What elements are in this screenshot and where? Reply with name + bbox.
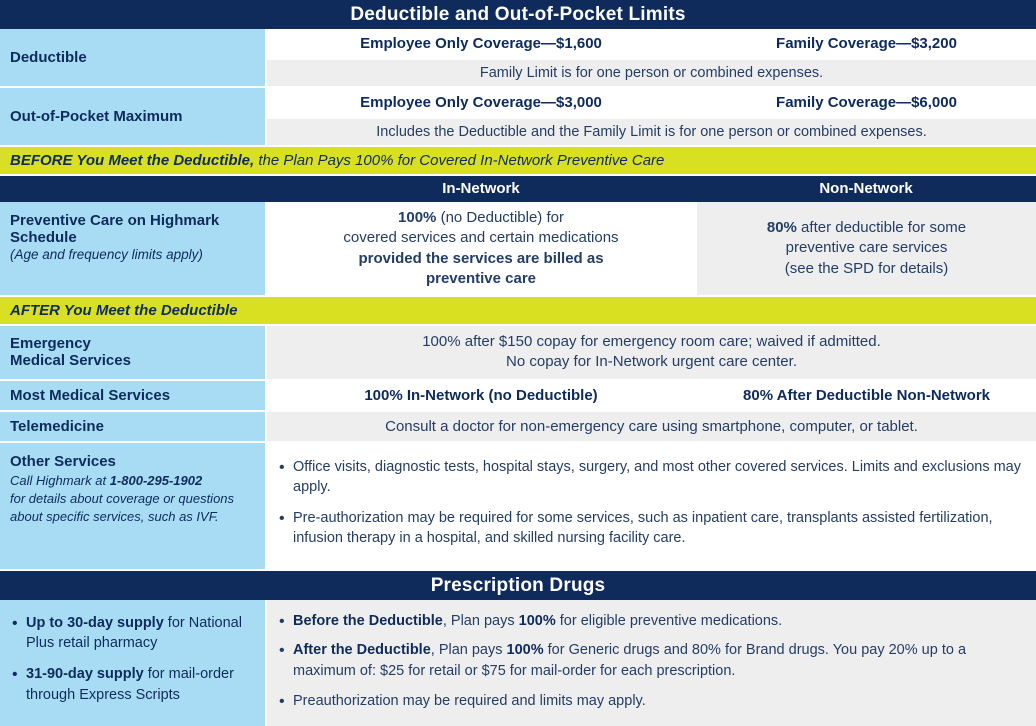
preventive-in-network-l4: preventive care	[425, 269, 537, 287]
other-services-label	[0, 442, 266, 570]
preventive-in-network-l1: (no Deductible) for	[436, 209, 564, 226]
page-title: Deductible and Out-of-Pocket Limits	[0, 0, 1036, 29]
other-services-row	[0, 442, 1036, 570]
deductible-label: Deductible	[0, 29, 266, 87]
emergency-label	[0, 325, 266, 380]
emergency-label-l1: Emergency	[10, 335, 91, 353]
preventive-care-label	[0, 202, 266, 296]
callout-pre: Call Highmark at	[10, 472, 110, 488]
before-deductible-bar	[0, 146, 1036, 175]
prescription-left-bullets	[0, 613, 259, 705]
rx-left-bold-1: 31-90-day supply	[26, 665, 144, 682]
preventive-in-network-pct: 100%	[398, 209, 437, 226]
telemedicine-label: Telemedicine	[0, 411, 266, 442]
emergency-value	[266, 325, 1036, 380]
prescription-content-row	[0, 600, 1036, 726]
oop-family-value: Family Coverage—$6,000	[696, 87, 1036, 118]
list-item: • Office visits, diagnostic tests, hospital stays, surgery, and most other covered services. Limits and exclusions may apply.	[293, 457, 1026, 498]
rx-left-rest-0: for National Plus retail pharmacy	[26, 614, 242, 652]
preventive-non-network-value	[696, 202, 1036, 296]
rx-right-rest-1: for Generic drugs and 80% for Brand drugs. You pay 20% up to a maximum of: $25 for retail or $75 for mail-order for each prescription.	[293, 642, 967, 679]
oop-row	[0, 87, 1036, 118]
preventive-care-row	[0, 202, 1036, 296]
rx-right-bold-0: Before the Deductible	[293, 612, 443, 629]
most-medical-label: Most Medical Services	[0, 380, 266, 411]
rx-right-bold2-1: 100%	[506, 642, 544, 659]
rx-left-bold-0: Up to 30-day supply	[26, 614, 164, 631]
preventive-in-network-l3: provided the services are billed as	[358, 249, 604, 267]
list-item	[293, 640, 1022, 681]
prescription-title: Prescription Drugs	[0, 570, 1036, 600]
rx-right-rest-0: for eligible preventive medications.	[555, 612, 783, 629]
preventive-non-network-l2: preventive care services	[785, 239, 948, 257]
list-item	[293, 611, 1022, 632]
other-services-content	[266, 442, 1036, 570]
deductible-employee-value: Employee Only Coverage—$1,600	[266, 29, 696, 59]
deductible-family-value: Family Coverage—$3,200	[696, 29, 1036, 59]
prescription-details-list	[266, 600, 1036, 726]
rx-right-bold2-0: 100%	[518, 612, 556, 629]
preventive-non-network-l3: (see the SPD for details)	[784, 259, 949, 277]
prescription-supply-list	[0, 600, 266, 726]
preventive-care-sublabel: (Age and frequency limits apply)	[10, 247, 203, 262]
callout-post: for details about coverage or questions about specific services, such as IVF.	[10, 490, 235, 524]
preventive-in-network-l2: covered services and certain medications	[343, 229, 619, 247]
column-header-in-network: In-Network	[266, 175, 696, 202]
deductible-note: Family Limit is for one person or combined expenses.	[266, 59, 1036, 87]
emergency-label-l2: Medical Services	[10, 352, 131, 370]
rx-right-bold-1: After the Deductible	[293, 642, 431, 659]
network-columns-row	[0, 175, 1036, 202]
oop-label: Out-of-Pocket Maximum	[0, 87, 266, 146]
deductible-row	[0, 29, 1036, 59]
prescription-title-row	[0, 570, 1036, 600]
telemedicine-row	[0, 411, 1036, 442]
before-bar-rest: the Plan Pays 100% for Covered In-Network Preventive Care	[254, 152, 665, 169]
oop-note: Includes the Deductible and the Family Limit is for one person or combined expenses.	[266, 118, 1036, 146]
telemedicine-value: Consult a doctor for non-emergency care using smartphone, computer, or tablet.	[266, 411, 1036, 442]
title-row	[0, 0, 1036, 29]
before-bar-bold: BEFORE You Meet the Deductible,	[10, 152, 255, 169]
emergency-line-2: No copay for In-Network urgent care center.	[506, 353, 797, 371]
rx-right-mid-1: , Plan pays	[430, 642, 507, 659]
after-bar-bold: AFTER You Meet the Deductible	[10, 302, 238, 319]
preventive-in-network-value	[266, 202, 696, 296]
most-medical-non-network-value: 80% After Deductible Non-Network	[696, 380, 1036, 411]
emergency-line-1: 100% after $150 copay for emergency room care; waived if admitted.	[422, 333, 881, 350]
list-item: • Pre-authorization may be required for some services, such as inpatient care, transplants assisted fertilization, infusion therapy in a hospital, and skilled nursing facility care.	[293, 508, 1026, 549]
preventive-non-network-pct: 80%	[766, 219, 797, 237]
list-item	[26, 664, 249, 705]
other-services-bullet-list	[267, 457, 1036, 549]
prescription-right-bullets	[267, 611, 1032, 711]
most-medical-row	[0, 380, 1036, 411]
before-deductible-bar-row	[0, 146, 1036, 175]
oop-employee-value: Employee Only Coverage—$3,000	[266, 87, 696, 118]
network-header-spacer	[0, 175, 266, 202]
most-medical-in-network-value: 100% In-Network (no Deductible)	[266, 380, 696, 411]
after-deductible-bar-row	[0, 296, 1036, 325]
list-item	[293, 691, 1022, 712]
preventive-care-label-text: Preventive Care on Highmark Schedule	[10, 212, 220, 246]
rx-right-rest-2: Preauthorization may be required and limits may apply.	[293, 692, 646, 709]
after-deductible-bar	[0, 296, 1036, 325]
rx-left-rest-1: for mail-order through Express Scripts	[26, 665, 234, 703]
rx-right-mid-0: , Plan pays	[442, 612, 519, 629]
callout-phone: 1-800-295-1902	[109, 472, 203, 488]
list-item	[26, 613, 249, 654]
emergency-row	[0, 325, 1036, 380]
column-header-non-network: Non-Network	[696, 175, 1036, 202]
preventive-non-network-l1: after deductible for some	[796, 219, 967, 237]
other-services-callout	[10, 472, 265, 527]
other-services-label-text: Other Services	[10, 452, 116, 470]
